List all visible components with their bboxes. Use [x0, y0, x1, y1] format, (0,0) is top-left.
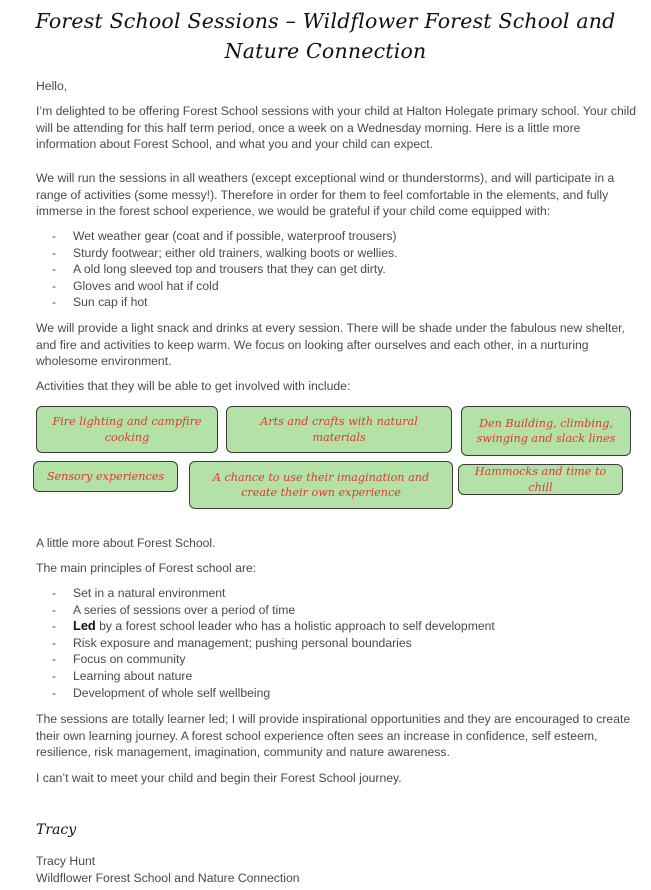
sender-name: Tracy Hunt [36, 854, 96, 868]
activity-box-den: Den Building, climbing, swinging and slack lines [461, 406, 631, 456]
list-item-text: by a forest school leader who has a holistic approach to self development [99, 619, 495, 634]
list-item: - Risk exposure and management; pushing personal boundaries [52, 635, 495, 652]
list-item: - A old long sleeved top and trousers that they can get dirty. [52, 261, 397, 278]
signature: Tracy [36, 822, 77, 838]
document-title [0, 6, 651, 66]
list-item: - A series of sessions over a period of time [52, 602, 495, 619]
activities-intro: Activities that they will be able to get involved with include: [36, 379, 351, 393]
principles-intro: The main principles of Forest school are: [36, 561, 257, 575]
list-item: - Development of whole self wellbeing [52, 685, 495, 702]
title-line-2: Nature Connection [224, 39, 427, 63]
kit-list [52, 228, 397, 311]
list-item: - Gloves and wool hat if cold [52, 278, 397, 295]
sender-organization: Wildflower Forest School and Nature Connection [36, 871, 300, 885]
title-line-1: Forest School Sessions – Wildflower Forest School and [35, 9, 616, 33]
activity-box-fire: Fire lighting and campfire cooking [36, 406, 218, 453]
greeting: Hello, [36, 79, 68, 93]
led-word: Led [73, 618, 96, 634]
learner-led-paragraph: The sessions are totally learner led; I will provide inspirational opportunities and they are encouraged to create their own learning journey. A forest school experience often sees an increase in confidence, self esteem, resilience, risk management, imagination, community and nature awareness. [36, 712, 631, 760]
list-item [52, 618, 495, 635]
list-item: - Learning about nature [52, 668, 495, 685]
weather-paragraph: We will run the sessions in all weathers (except exceptional wind or thunderstorms), and will participate in a range of activities (some messy!). Therefore in order for them to feel comfortable in the elements, and fully immerse in the forest school experience, we would be grateful if your child come equipped with: [36, 171, 615, 219]
provide-paragraph: We will provide a light snack and drinks at every session. There will be shade under the fabulous new shelter, and fire and activities to keep warm. We focus on looking after ourselves and each other, in a nurturing wholesome environment. [36, 321, 625, 369]
list-item: - Set in a natural environment [52, 585, 495, 602]
activity-box-imagination: A chance to use their imagination and create their own experience [189, 461, 453, 509]
list-item: - Sturdy footwear; either old trainers, walking boots or wellies. [52, 245, 397, 262]
list-item: - Sun cap if hot [52, 294, 397, 311]
closing-line: I can’t wait to meet your child and begin their Forest School journey. [36, 771, 402, 785]
principles-list [52, 585, 495, 701]
activity-box-hammocks: Hammocks and time to chill [458, 464, 623, 495]
list-item: - Focus on community [52, 651, 495, 668]
activity-box-arts: Arts and crafts with natural materials [226, 406, 452, 453]
intro-paragraph: I’m delighted to be offering Forest School sessions with your child at Halton Holegate primary school. Your child will be attending for this half term period, once a week on a Wednesday morning. Here is a little more information about Forest School, and what you and your child can expect. [36, 104, 636, 152]
activity-box-sensory: Sensory experiences [33, 461, 178, 492]
more-about-heading: A little more about Forest School. [36, 536, 216, 550]
list-item: - Wet weather gear (coat and if possible, waterproof trousers) [52, 228, 397, 245]
